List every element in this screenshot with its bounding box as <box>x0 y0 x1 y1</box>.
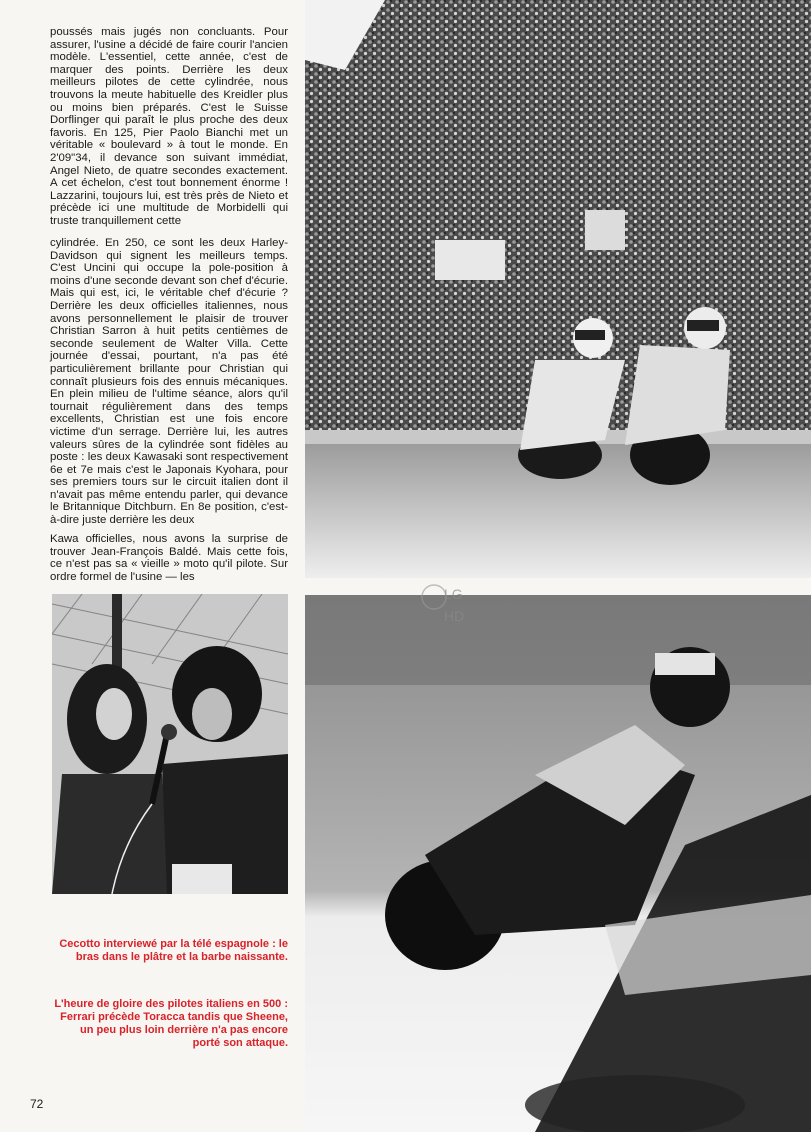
page-number: 72 <box>30 1097 44 1111</box>
caption-interview: Cecotto interviewé par la télé espagnole : le bras dans le plâtre et la barbe naissante. <box>59 938 288 963</box>
svg-text:HD: HD <box>444 608 465 624</box>
article-column-middle <box>50 237 288 527</box>
caption-race: L'heure de gloire des pilotes italiens en 500 : Ferrari précède Toracca tandis que Sheene, un peu plus loin derrière n'a pas encore porté son attaque. <box>54 998 288 1049</box>
svg-text:LG: LG <box>444 586 463 602</box>
article-column-top <box>50 26 288 228</box>
article-paragraph-top: poussés mais jugés non concluants. Pour assurer, l'usine a décidé de faire courir l'ancien modèle. L'essentiel, cette année, c'est de marquer des points. Derrière les deux meilleurs pilotes de cette cylindrée, nous trouvons la meute habituelle des Kreidler plus ou moins bien préparés. C'est le Suisse Dorflinger qui paraît le plus proche des deux favoris. En 125, Pier Paolo Bianchi met un véritable « boulevard » à tout le monde. En 2'09"34, il devance son suivant immédiat, Angel Nieto, de quatre secondes exactement. A cet échelon, c'est tout bonnement énorme ! Lazzarini, toujours lui, est très près de Nieto et précède ici une multitude de Morbidelli qui truste tranquillement cette <box>50 26 288 227</box>
photo-riders-crowd <box>305 0 811 578</box>
article-column-bottom <box>50 533 288 583</box>
photo-leaning-rider <box>305 595 811 1132</box>
article-paragraph-bottom: Kawa officielles, nous avons la surprise de trouver Jean-François Baldé. Mais cette fois, ce n'est pas sa « vieille » moto qu'il pilote. Sur ordre formel de l'usine — les <box>50 533 288 583</box>
photo-cecotto-interview <box>52 594 288 894</box>
watermark-logo <box>418 575 480 635</box>
article-paragraph-middle: cylindrée. En 250, ce sont les deux Harley-Davidson qui signent les meilleurs temps. C'est Uncini qui occupe la pole-position à moins d'une seconde devant son chef d'écurie. Mais qui est, ici, le véritable chef d'écurie ? Derrière les deux officielles italiennes, nous avons personnellement le plaisir de trouver Christian Sarron à huit petits centièmes de seconde seulement de Walter Villa. Cette journée d'essai, pourtant, n'a pas été particulièrement brillante pour Christian qui connaît plusieurs fois des ennuis mécaniques. En plein milieu de l'ultime séance, alors qu'il tournait régulièrement dans des temps excellents, Christian est une fois encore victime d'un serrage. Derrière lui, les autres valeurs sûres de la cylindrée sont fidèles au poste : les deux Kawasaki sont respectivement 6e et 7e mais c'est le Japonais Kyohara, pour ses premiers tours sur le circuit italien dont il n'avait pas même entendu parler, qui devance le Britannique Ditchburn. En 8e position, c'est-à-dire juste derrière les deux <box>50 237 288 527</box>
